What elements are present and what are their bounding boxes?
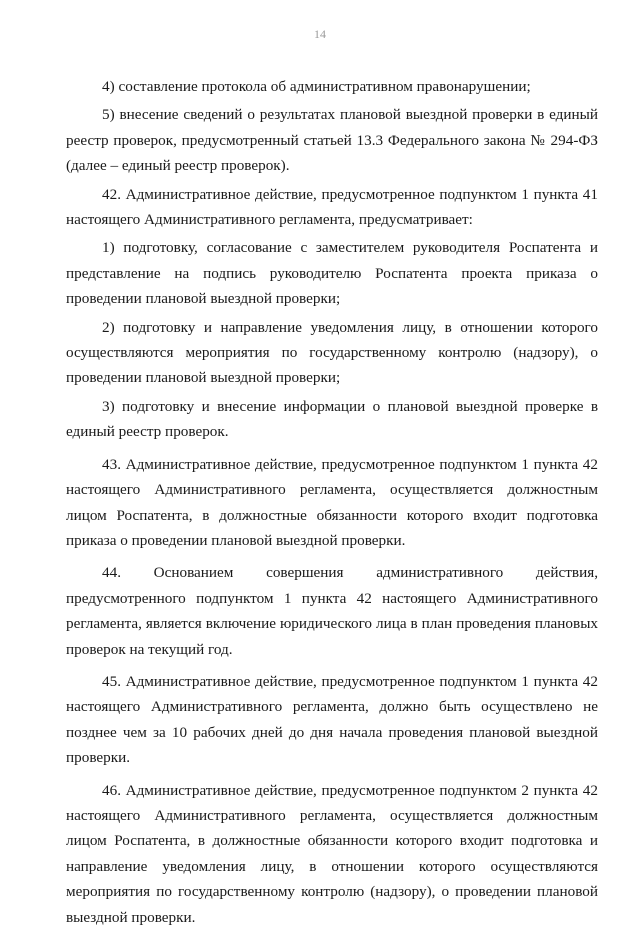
paragraph-42-item-2: 2) подготовку и направление уведомления лицу, в отношении которого осуществляются мероприятия по государственному контролю (надзору), о проведении плановой выездной проверки; (66, 318, 598, 387)
paragraph-item-4: 4) составление протокола об административном правонарушении; (102, 78, 531, 95)
paragraph-44: 44. Основанием совершения административного действия, предусмотренного подпунктом 1 пункта 42 настоящего Административного регламента, является включение юридического лица в план проведения плановых проверок на текущий год. (66, 564, 598, 658)
paragraph-45: 45. Административное действие, предусмотренное подпунктом 1 пункта 42 настоящего Административного регламента, должно быть осуществлено не позднее чем за 10 рабочих дней до дня начала проведения плановой выездной проверки. (66, 672, 598, 767)
paragraph-42-item-3: 3) подготовку и внесение информации о плановой выездной проверке в единый реестр проверок. (66, 397, 598, 441)
paragraph-42-item-1: 1) подготовку, согласование с заместителем руководителя Роспатента и представление на подпись руководителю Роспатента проекта приказа о проведении плановой выездной проверки; (66, 239, 598, 308)
page-number: 14 (314, 27, 326, 41)
paragraph-43: 43. Административное действие, предусмотренное подпунктом 1 пункта 42 настоящего Административного регламента, осуществляется должностным лицом Роспатента, в должностные обязанности которого входит подготовка приказа о проведении плановой выездной проверки. (66, 455, 598, 549)
paragraph-item-5: 5) внесение сведений о результатах плановой выездной проверки в единый реестр проверок, предусмотренный статьей 13.3 Федерального закона № 294-ФЗ (далее – единый реестр проверок). (66, 106, 598, 175)
paragraph-46: 46. Административное действие, предусмотренное подпунктом 2 пункта 42 настоящего Административного регламента, осуществляется должностным лицом Роспатента, в должностные обязанности которого входит подготовка и направление уведомления лицу, в отношении которого осуществляются мероприятия по государственному контролю (надзору), о проведении плановой выездной проверки. (66, 781, 598, 926)
document-body (66, 74, 598, 933)
paragraph-42: 42. Административное действие, предусмотренное подпунктом 1 пункта 41 настоящего Административного регламента, предусматривает: (66, 185, 598, 229)
